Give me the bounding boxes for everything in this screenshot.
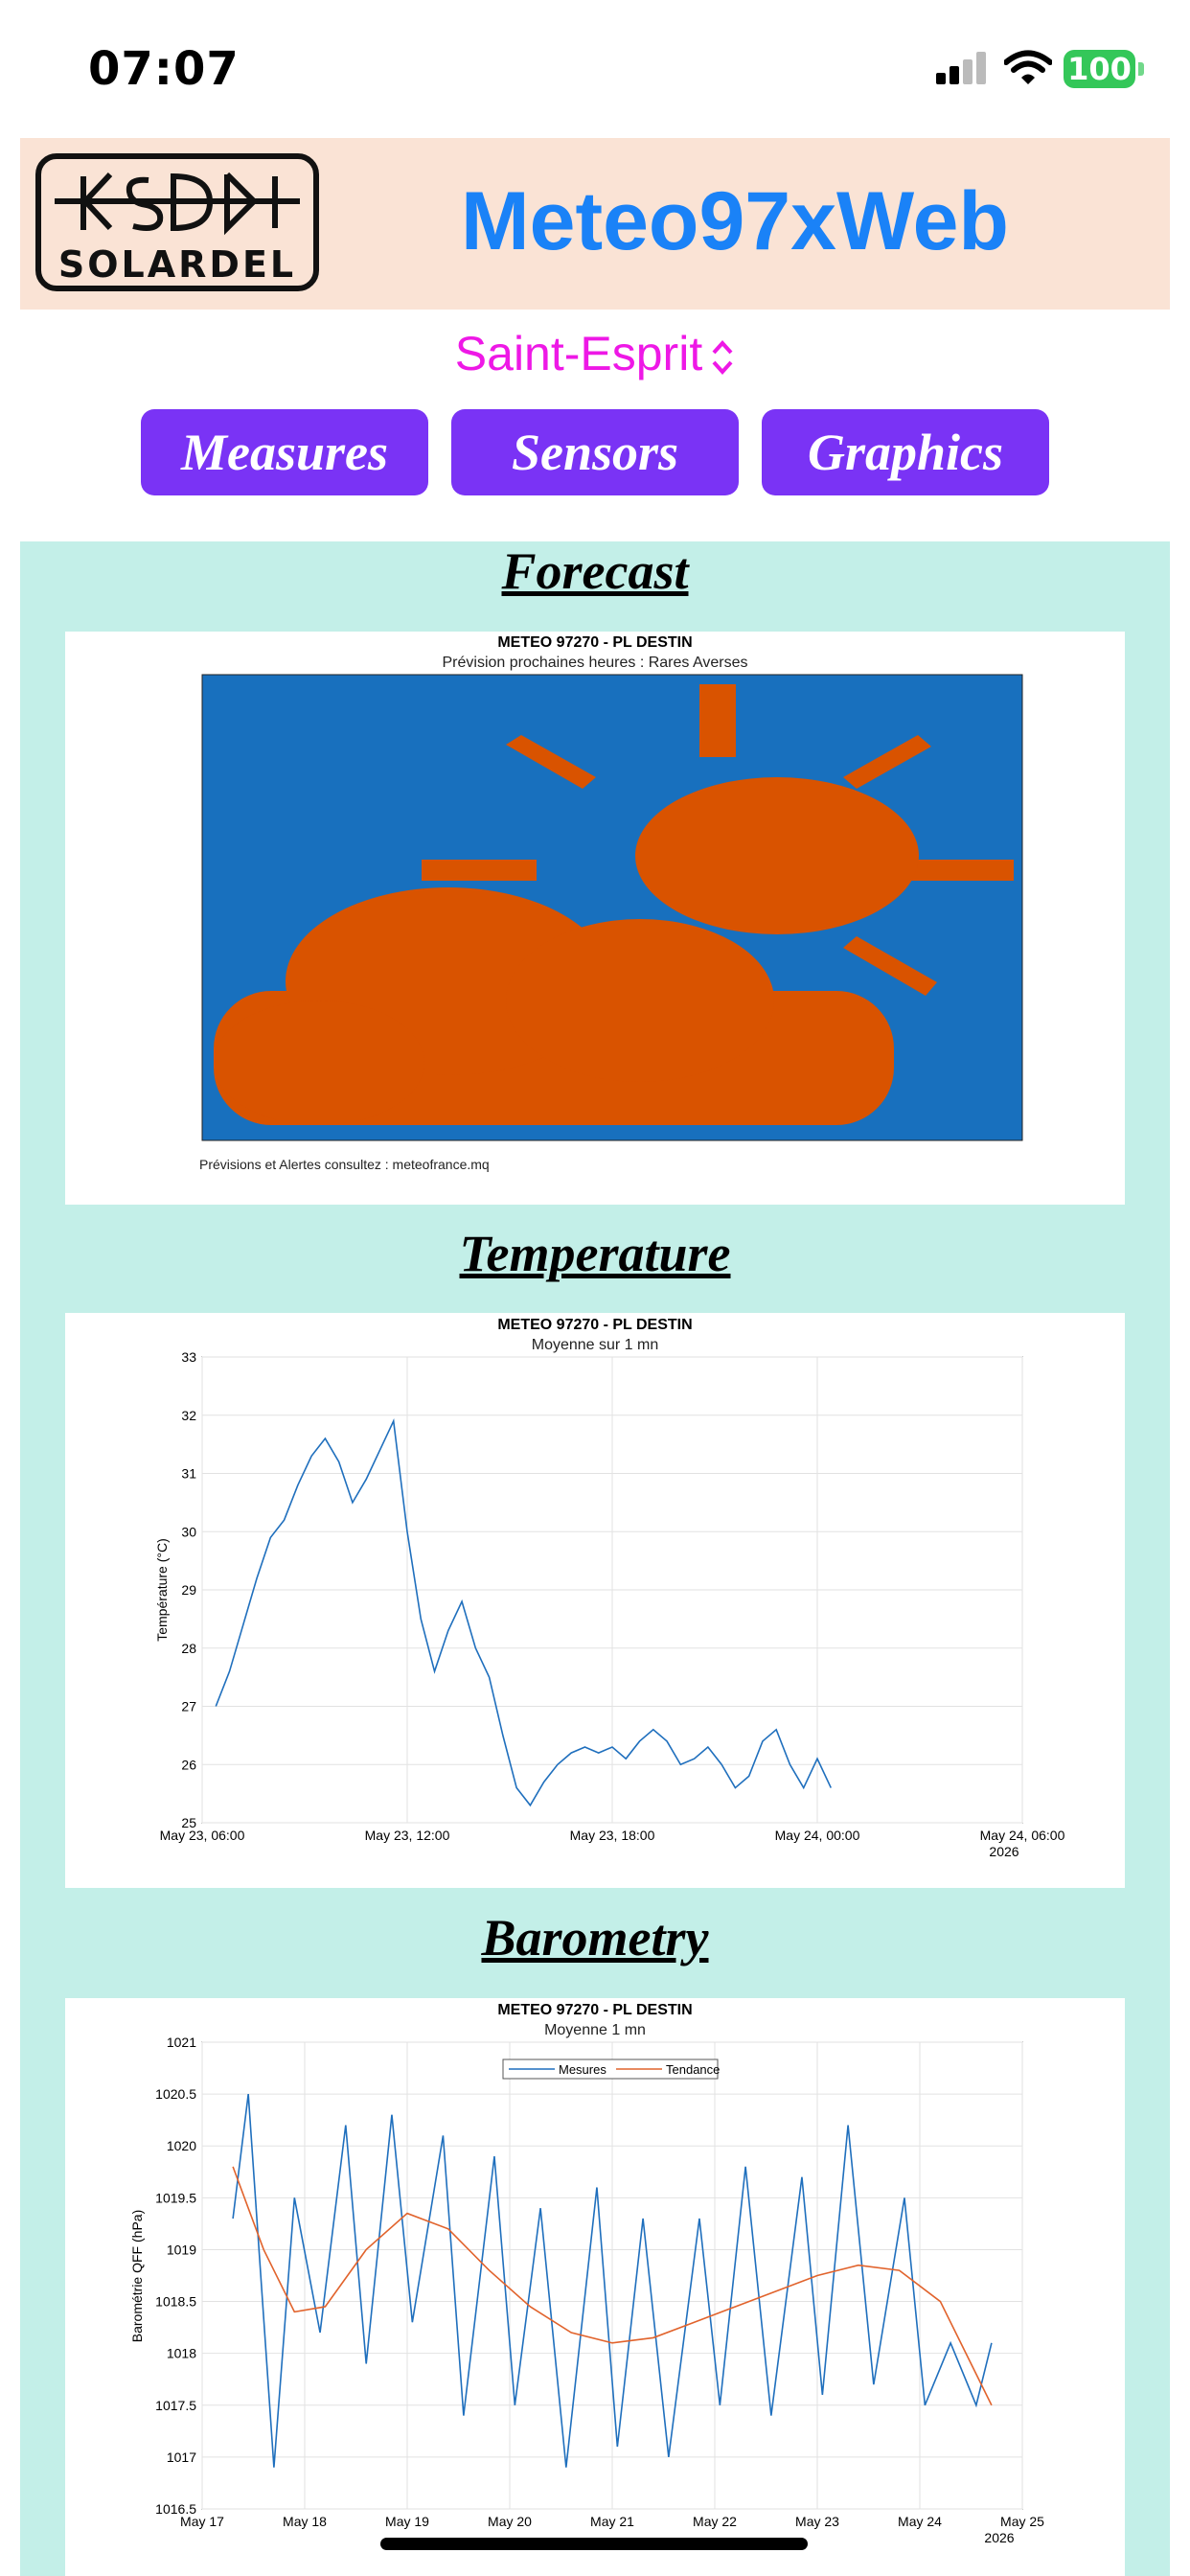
barometry-ytick-label: 1017.5	[155, 2397, 196, 2413]
status-bar	[0, 0, 1190, 139]
location-selected: Saint-Esprit	[454, 327, 703, 380]
temperature-ytick-label: 31	[181, 1465, 196, 1482]
temperature-xtick-label: May 23, 06:00	[159, 1828, 245, 1843]
barometry-ytick-label: 1019	[166, 2242, 196, 2258]
barometry-ytick-label: 1018	[166, 2345, 196, 2361]
barometry-ytick-label: 1019.5	[155, 2190, 196, 2206]
barometry-ytick-label: 1021	[166, 2035, 196, 2050]
temperature-xtick-label: May 24, 00:00	[774, 1828, 860, 1843]
solardel-logo[interactable]	[35, 153, 319, 291]
barometry-xtick-label: May 23	[795, 2514, 839, 2529]
temperature-chart	[65, 1313, 1125, 1888]
barometry-xtick-label: May 20	[488, 2514, 532, 2529]
cellular-signal-icon	[936, 52, 992, 84]
home-indicator[interactable]	[380, 2538, 808, 2550]
status-time: 07:07	[88, 42, 240, 96]
barometry-ytick-label: 1017	[166, 2449, 196, 2465]
barometry-card	[65, 1998, 1125, 2576]
battery-icon	[1064, 50, 1135, 88]
temperature-xtick-label: May 23, 12:00	[364, 1828, 450, 1843]
temperature-heading: Temperature	[459, 1225, 731, 1282]
graphics-button[interactable]: Graphics	[762, 409, 1049, 495]
barometry-xtick-label: May 24	[898, 2514, 942, 2529]
barometry-heading: Barometry	[481, 1909, 709, 1966]
barometry-xtick-label: May 19	[385, 2514, 429, 2529]
wifi-icon	[1004, 50, 1052, 86]
logo-text: SOLARDEL	[57, 243, 297, 286]
temperature-xtick-label: May 23, 18:00	[569, 1828, 655, 1843]
barometry-xtick-label: May 18	[283, 2514, 327, 2529]
barometry-xtick-label: May 21	[590, 2514, 634, 2529]
temperature-chart-title: METEO 97270 - PL DESTIN	[497, 1317, 693, 1333]
barometry-chart-title: METEO 97270 - PL DESTIN	[497, 2002, 693, 2018]
temperature-ytick-label: 28	[181, 1640, 196, 1656]
battery-tip	[1138, 62, 1144, 76]
barometry-ytick-label: 1018.5	[155, 2293, 196, 2310]
temperature-year-label: 2026	[989, 1844, 1019, 1859]
barometry-xtick-label: May 25	[1000, 2514, 1044, 2529]
barometry-ytick-label: 1016.5	[155, 2501, 196, 2517]
barometry-chart-subtitle: Moyenne 1 mn	[544, 2022, 646, 2038]
site-header	[20, 138, 1170, 310]
battery-level: 100	[1067, 51, 1132, 87]
temperature-ytick-label: 32	[181, 1407, 196, 1423]
temperature-ytick-label: 30	[181, 1524, 196, 1540]
forecast-footer: Prévisions et Alertes consultez : meteofrance.mq	[199, 1157, 490, 1172]
temperature-card	[65, 1313, 1125, 1888]
forecast-chart-title: METEO 97270 - PL DESTIN	[497, 634, 693, 651]
barometry-xtick-label: May 22	[693, 2514, 737, 2529]
temperature-ytick-label: 33	[181, 1349, 196, 1365]
barometry-xtick-label: May 17	[180, 2514, 224, 2529]
barometry-ytick-label: 1020	[166, 2138, 196, 2154]
forecast-card	[65, 632, 1125, 1205]
temperature-ylabel: Température (°C)	[154, 1538, 170, 1642]
barometry-year-label: 2026	[984, 2530, 1015, 2545]
forecast-chart-subtitle: Prévision prochaines heures : Rares Averses	[442, 655, 748, 671]
temperature-ytick-label: 26	[181, 1757, 196, 1773]
sun-behind-cloud-icon	[202, 675, 1022, 1140]
measures-button[interactable]: Measures	[141, 409, 428, 495]
barometry-ytick-label: 1020.5	[155, 2086, 196, 2103]
temperature-ytick-label: 27	[181, 1698, 196, 1714]
forecast-heading: Forecast	[501, 542, 689, 600]
logo-symbol-icon	[41, 159, 313, 245]
chevron-up-down-icon	[710, 337, 735, 378]
forecast-image	[65, 632, 1125, 1205]
site-title: Meteo97xWeb	[461, 175, 1009, 267]
barometry-legend-label: Tendance	[666, 2062, 721, 2077]
barometry-ylabel: Barométrie QFF (hPa)	[129, 2209, 145, 2343]
barometry-chart	[65, 1998, 1125, 2576]
temperature-ytick-label: 29	[181, 1582, 196, 1598]
location-select[interactable]	[0, 326, 1190, 381]
temperature-xtick-label: May 24, 06:00	[979, 1828, 1065, 1843]
temperature-ytick-label: 25	[181, 1815, 196, 1830]
content-panel	[20, 541, 1170, 2576]
sensors-button[interactable]: Sensors	[451, 409, 739, 495]
barometry-legend-label: Mesures	[559, 2062, 606, 2077]
temperature-chart-subtitle: Moyenne sur 1 mn	[531, 1337, 659, 1353]
